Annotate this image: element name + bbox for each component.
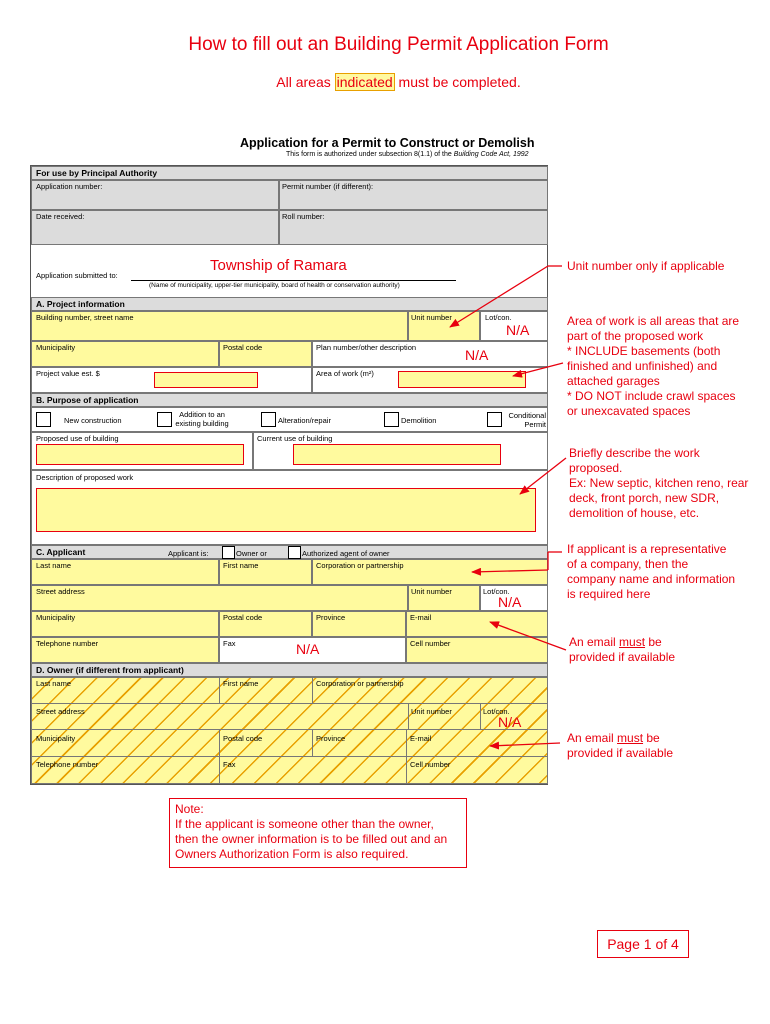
plan-number-label: Plan number/other description	[316, 343, 417, 352]
highlight-sample: indicated	[336, 74, 393, 90]
note-line: Briefly describe the work	[569, 446, 700, 460]
c-email-label: E-mail	[410, 613, 432, 622]
owner-note-box	[169, 798, 467, 868]
d-corporation-label: Corporation or partnership	[316, 679, 404, 688]
c-unit-label: Unit number	[411, 587, 452, 596]
municipality-label: Municipality	[36, 343, 76, 352]
form-title: Application for a Permit to Construct or Demolish	[240, 136, 535, 150]
note-line: demolition of house, etc.	[569, 506, 700, 520]
note-line: Area of work is all areas that are	[567, 314, 740, 328]
d-cell-label: Cell number	[410, 760, 451, 769]
note-text: An email	[567, 731, 618, 745]
note-emphasis: must	[619, 635, 646, 649]
d-street-label: Street address	[36, 707, 85, 716]
note-line: is required here	[567, 587, 651, 601]
c-telephone-label: Telephone number	[36, 639, 99, 648]
alteration-label: Alteration/repair	[278, 416, 331, 425]
conditional-label-line2: Permit	[524, 420, 546, 429]
applicant-is-label: Applicant is:	[168, 549, 209, 558]
note-line: company name and information	[567, 572, 736, 586]
note-line: provided if available	[569, 650, 676, 664]
note-line: * INCLUDE basements (both	[567, 344, 721, 358]
note-line: deck, front porch, new SDR,	[569, 491, 720, 505]
current-use-label: Current use of building	[257, 434, 333, 443]
agent-label: Authorized agent of owner	[302, 549, 390, 558]
date-received-label: Date received:	[36, 212, 85, 221]
proposed-use-label: Proposed use of building	[36, 434, 119, 443]
note-line: Owners Authorization Form is also required.	[175, 847, 409, 861]
c-street-label: Street address	[36, 587, 85, 596]
note-line: If applicant is a representative	[567, 542, 727, 556]
c-corporation-label: Corporation or partnership	[316, 561, 404, 570]
note-line: of a company, then the	[567, 557, 689, 571]
note-line	[567, 731, 673, 746]
submitted-to-value: Township of Ramara	[210, 257, 347, 274]
description-arrow	[520, 458, 566, 494]
d-email-label: E-mail	[410, 734, 432, 743]
representative-arrow	[472, 570, 548, 572]
addition-label-line2: existing building	[175, 419, 229, 428]
note-line: part of the proposed work	[567, 329, 704, 343]
authority-act: Building Code Act, 1992	[453, 151, 529, 158]
note-title: Note:	[175, 802, 204, 816]
c-postal-label: Postal code	[223, 613, 263, 622]
note-area-of-work	[567, 314, 739, 419]
note-line: attached garages	[567, 374, 660, 388]
unit-number-label: Unit number	[411, 313, 452, 322]
d-lot-na: N/A	[498, 714, 522, 730]
d-first-name-label: First name	[223, 679, 259, 688]
owner-label: Owner or	[236, 549, 267, 558]
note-line: If the applicant is someone other than the owner,	[175, 817, 434, 831]
c-first-name-label: First name	[223, 561, 259, 570]
subtitle-pre: All areas	[276, 74, 335, 90]
demolition-label: Demolition	[401, 416, 437, 425]
note-email-d	[567, 731, 673, 761]
note-describe	[569, 446, 748, 521]
c-lot-label: Lot/con.	[483, 587, 510, 596]
new-construction-label: New construction	[64, 416, 122, 425]
d-lot-label: Lot/con.	[483, 707, 510, 716]
note-line: * DO NOT include crawl spaces	[567, 389, 736, 403]
d-telephone-label: Telephone number	[36, 760, 99, 769]
subtitle-post: must be completed.	[394, 74, 521, 90]
c-lot-na: N/A	[498, 594, 522, 610]
principal-heading: For use by Principal Authority	[36, 168, 158, 178]
page-title: How to fill out an Building Permit Application Form	[188, 34, 609, 55]
d-last-name-label: Last name	[36, 679, 72, 688]
addition-label-line1: Addition to an	[179, 410, 225, 419]
description-label: Description of proposed work	[36, 473, 134, 482]
c-last-name-label: Last name	[36, 561, 72, 570]
note-text: be	[643, 731, 660, 745]
permit-number-label: Permit number (if different):	[282, 182, 374, 191]
lot-con-label: Lot/con.	[485, 313, 512, 322]
note-representative	[567, 542, 735, 602]
page-indicator: Page 1 of 4	[597, 930, 689, 958]
email-d-arrow	[490, 743, 560, 746]
d-postal-label: Postal code	[223, 734, 263, 743]
area-of-work-arrow	[513, 363, 563, 376]
section-a-heading: A. Project information	[36, 299, 125, 309]
submitted-to-caption: (Name of municipality, upper-tier municipality, board of health or conservation authority)	[149, 282, 400, 289]
submitted-to-label: Application submitted to:	[36, 271, 118, 280]
note-line: provided if available	[567, 746, 674, 760]
unit-number-arrow	[450, 266, 548, 327]
c-municipality-label: Municipality	[36, 613, 76, 622]
d-unit-label: Unit number	[411, 707, 452, 716]
authority-text: This form is authorized under subsection 8(1.1) of the	[286, 151, 454, 158]
lot-con-na: N/A	[506, 322, 530, 338]
area-of-work-label: Area of work (m²)	[316, 369, 374, 378]
roll-number-label: Roll number:	[282, 212, 325, 221]
c-fax-na: N/A	[296, 641, 320, 657]
d-province-label: Province	[316, 734, 346, 743]
plan-number-na: N/A	[465, 347, 489, 363]
building-number-label: Building number, street name	[36, 313, 134, 322]
section-b-heading: B. Purpose of application	[36, 395, 139, 405]
project-value-label: Project value est. $	[36, 369, 100, 378]
note-unit-number: Unit number only if applicable	[567, 259, 725, 273]
note-emphasis: must	[617, 731, 644, 745]
note-text: be	[645, 635, 662, 649]
c-province-label: Province	[316, 613, 346, 622]
email-c-arrow	[490, 622, 566, 650]
section-d-heading: D. Owner (if different from applicant)	[36, 665, 184, 675]
c-fax-label: Fax	[223, 639, 236, 648]
note-text: An email	[569, 635, 620, 649]
d-fax-label: Fax	[223, 760, 236, 769]
postal-code-label: Postal code	[223, 343, 263, 352]
note-line: Ex: New septic, kitchen reno, rear	[569, 476, 749, 490]
d-municipality-label: Municipality	[36, 734, 76, 743]
note-line: proposed.	[569, 461, 623, 475]
note-email-c	[569, 635, 675, 665]
section-c-heading: C. Applicant	[36, 547, 86, 557]
conditional-label-line1: Conditional	[508, 411, 546, 420]
note-line: or unexcavated spaces	[567, 404, 691, 418]
note-line	[569, 635, 675, 650]
note-line: finished and unfinished) and	[567, 359, 718, 373]
c-cell-label: Cell number	[410, 639, 451, 648]
note-line: then the owner information is to be filled out and an	[175, 832, 448, 846]
application-number-label: Application number:	[36, 182, 103, 191]
